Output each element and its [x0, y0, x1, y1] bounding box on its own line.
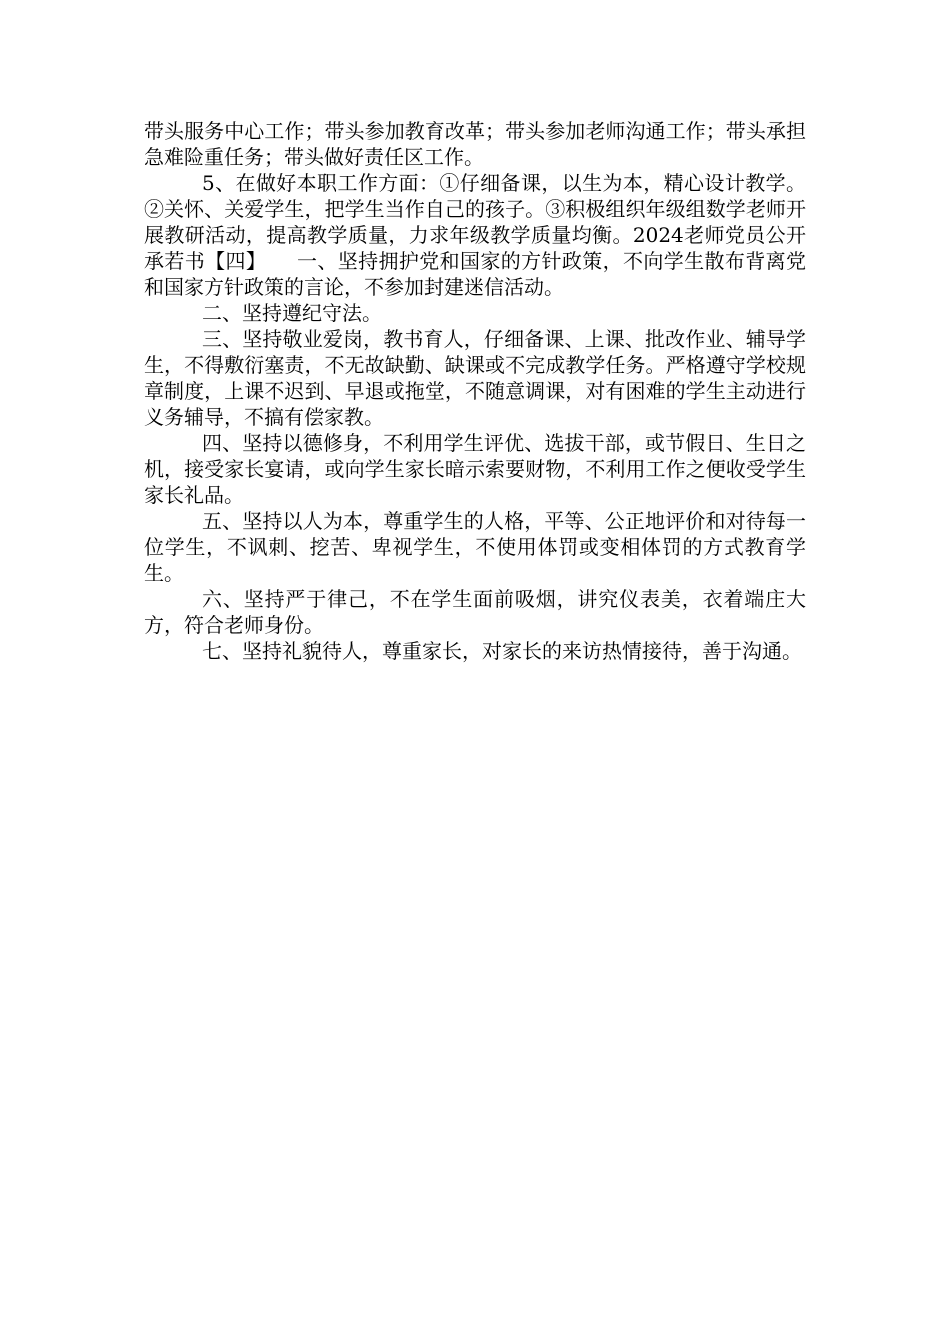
paragraph-item-3: 三、坚持敬业爱岗，教书育人，仔细备课、上课、批改作业、辅导学生，不得敷衍塞责，不无故缺勤、缺课或不完成教学任务。严格遵守学校规章制度，上课不迟到、早退或拖堂，不随意调课，对有困难的学生主动进行义务辅导，不搞有偿家教。 — [144, 327, 806, 429]
paragraph-item-7: 七、坚持礼貌待人，尊重家长，对家长的来访热情接待，善于沟通。 — [202, 639, 802, 663]
paragraph-continuation: 带头服务中心工作；带头参加教育改革；带头参加老师沟通工作；带头承担急难险重任务；带头做好责任区工作。 — [144, 119, 806, 169]
paragraph-item-6: 六、坚持严于律己，不在学生面前吸烟，讲究仪表美，衣着端庄大方，符合老师身份。 — [144, 587, 806, 637]
document-body — [144, 118, 806, 664]
paragraph-item-4: 四、坚持以德修身，不利用学生评优、选拔干部，或节假日、生日之机，接受家长宴请，或向学生家长暗示索要财物，不利用工作之便收受学生家长礼品。 — [144, 431, 806, 507]
paragraph-item-2: 二、坚持遵纪守法。 — [202, 301, 382, 325]
paragraph-item-5: 5、在做好本职工作方面：①仔细备课，以生为本，精心设计教学。②关怀、关爱学生，把学生当作自己的孩子。③积极组织年级组数学老师开展教研活动，提高教学质量，力求年级教学质量均衡。2024老师党员公开承若书【四】 一、坚持拥护党和国家的方针政策，不向学生散布背离党和国家方针政策的言论，不参加封建迷信活动。 — [144, 171, 806, 299]
paragraph-item-5-respect: 五、坚持以人为本，尊重学生的人格，平等、公正地评价和对待每一位学生，不讽刺、挖苦、卑视学生，不使用体罚或变相体罚的方式教育学生。 — [144, 509, 806, 585]
